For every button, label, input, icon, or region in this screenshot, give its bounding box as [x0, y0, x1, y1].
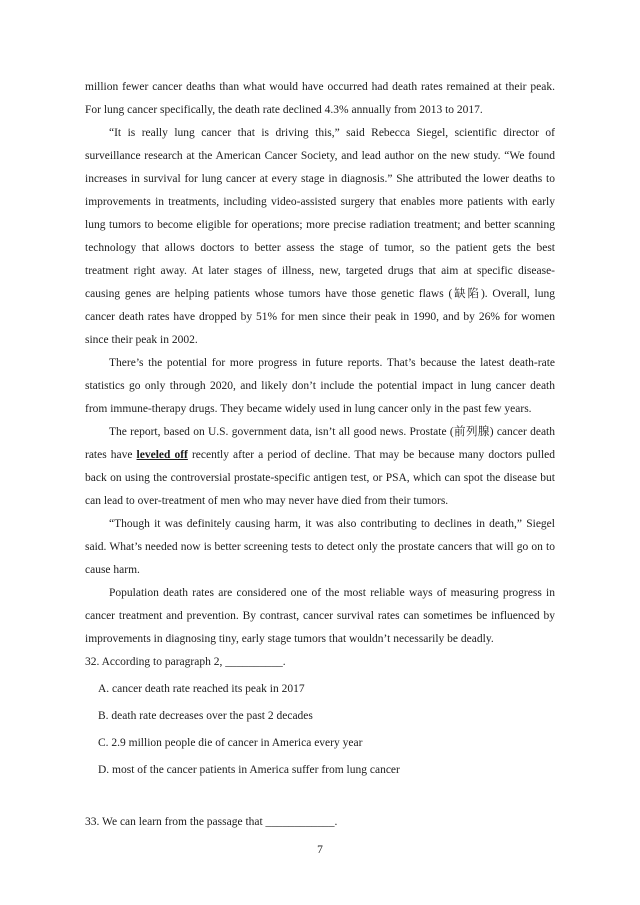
emphasized-phrase-leveled-off: leveled off — [136, 449, 188, 461]
passage-paragraph-5: “Though it was definitely causing harm, it was also contributing to declines in death,” Siegel said. What’s needed now is better screening tests to detect only the prostate cancers that will go on to cause harm. — [85, 518, 555, 576]
question-32-option-a: A. cancer death rate reached its peak in 2017 — [98, 683, 305, 695]
question-32-stem: 32. According to paragraph 2, __________. — [85, 656, 286, 668]
paragraph-4-text-before: The report, based on U.S. government data, isn’t all good news. Prostate (前列腺) cancer death rates have — [85, 426, 555, 461]
question-33-stem: 33. We can learn from the passage that ____________. — [85, 816, 338, 828]
passage-paragraph-3: There’s the potential for more progress in future reports. That’s because the latest death-rate statistics go only through 2020, and likely don’t include the potential impact in lung cancer death from immune-therapy drugs. They became widely used in lung cancer only in the past few years. — [85, 357, 555, 415]
page-number: 7 — [317, 844, 323, 856]
passage-paragraph-2: “It is really lung cancer that is driving this,” said Rebecca Siegel, scientific director of surveillance research at the American Cancer Society, and lead author on the new study. “We found increases in survival for lung cancer at every stage in diagnosis.” She attributed the lower deaths to improvements in treatments, including video-assisted surgery that enables more patients with early lung tumors to become eligible for operations; more precise radiation treatment; and better scanning technology that allows doctors to better assess the stage of tumor, so the patient gets the best treatment right away. At later stages of illness, new, targeted drugs that aim at specific disease-causing genes are helping patients whose tumors have those genetic flaws (缺陷). Overall, lung cancer death rates have dropped by 51% for men since their peak in 1990, and by 26% for women since their peak in 2002. — [85, 127, 555, 346]
passage-paragraph-6: Population death rates are considered one of the most reliable ways of measuring progress in cancer treatment and prevention. By contrast, cancer survival rates can sometimes be influenced by improvements in diagnosing tiny, early stage tumors that wouldn’t necessarily be deadly. — [85, 587, 555, 645]
paragraph-4-text-after: recently after a period of decline. That may be because many doctors pulled back on using the controversial prostate-specific antigen test, or PSA, which can spot the disease but can lead to over-treatment of men who may never have died from their tumors. — [85, 449, 555, 507]
question-32-option-d: D. most of the cancer patients in America suffer from lung cancer — [98, 764, 400, 776]
question-32-option-c: C. 2.9 million people die of cancer in America every year — [98, 737, 363, 749]
passage-paragraph-4 — [85, 421, 555, 513]
passage-paragraph-continuation: million fewer cancer deaths than what would have occurred had death rates remained at their peak. For lung cancer specifically, the death rate declined 4.3% annually from 2013 to 2017. — [85, 81, 555, 116]
question-32-option-b: B. death rate decreases over the past 2 decades — [98, 710, 313, 722]
question-32-options — [85, 678, 555, 782]
